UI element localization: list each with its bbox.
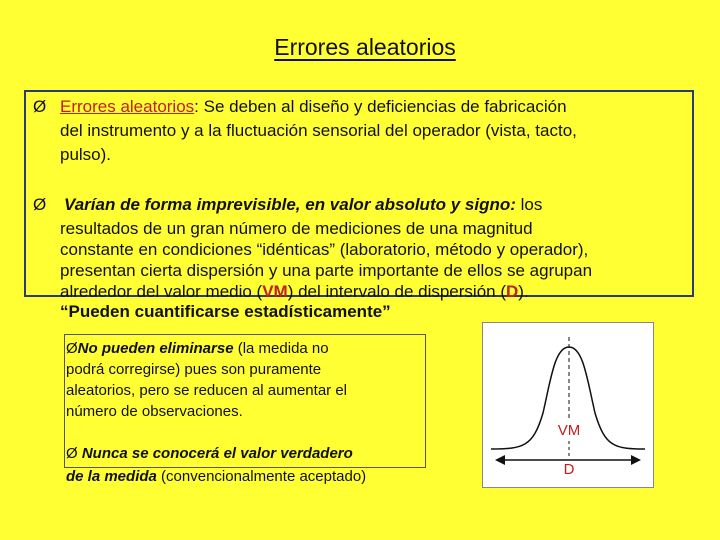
sub1-line1: ØNo pueden eliminarse (la medida no <box>66 340 329 357</box>
arrow-right-icon <box>631 455 641 465</box>
bullet2-line3: constante en condiciones “idénticas” (laboratorio, método y operador), <box>60 240 589 259</box>
bullet-arrow-icon: Ø <box>33 97 47 116</box>
bullet2-line5: alrededor del valor medio (VM) del intervalo de dispersión (D). <box>60 282 529 301</box>
sub2-line1: Ø Nunca se conocerá el valor verdadero <box>66 445 353 462</box>
bullet1-line3: pulso). <box>60 145 112 164</box>
sub2-line2: de la medida (convencionalmente aceptado) <box>66 468 367 485</box>
sub1-line2: podrá corregirse) pues son puramente <box>66 361 322 378</box>
vm-label: VM <box>557 422 581 439</box>
sub1-line4: número de observaciones. <box>66 403 243 420</box>
bullet-arrow-icon: Ø <box>33 195 47 214</box>
arrow-left-icon <box>495 455 505 465</box>
bullet-arrow-icon: Ø <box>66 340 78 357</box>
sub1-line3: aleatorios, pero se reducen al aumentar el <box>66 382 348 399</box>
bullet2-line2: resultados de un gran número de mediciones de una magnitud <box>60 219 533 238</box>
bullet2-line6: “Pueden cuantificarse estadísticamente” <box>60 302 391 321</box>
bullet2-line1: Varían de forma imprevisible, en valor absoluto y signo: los <box>64 195 543 214</box>
bullet1-line2: del instrumento y a la fluctuación sensorial del operador (vista, tacto, <box>60 121 577 140</box>
bullet-arrow-icon: Ø <box>66 445 78 462</box>
slide-title: Errores aleatorios <box>274 34 456 60</box>
bullet2-line4: presentan cierta dispersión y una parte importante de ellos se agrupan <box>60 261 593 280</box>
bullet1-line1: Errores aleatorios: Se deben al diseño y deficiencias de fabricación <box>60 97 567 116</box>
gaussian-curve-svg <box>483 323 653 487</box>
gaussian-figure <box>482 322 654 488</box>
d-label: D <box>563 461 575 478</box>
